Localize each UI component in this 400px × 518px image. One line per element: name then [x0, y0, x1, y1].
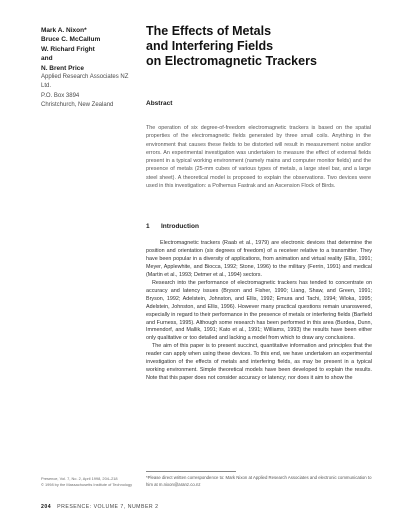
- footnote-divider: [146, 471, 236, 472]
- author-block: [41, 26, 139, 111]
- footnote: *Please direct written correspondence to: Mark Nixon at Applied Research Associates and electronic communication to him at m.nixon@aranz.co.nz: [146, 475, 372, 487]
- body-paragraph: The aim of this paper is to present succinct, quantitative information and principles that the reader can apply when using these devices. To this end, we have undertaken an experimental investigation of the effects of metals and interfering fields, as may be present in a typical working environment. Simple theoretical models have been developed to explain the results. Note that this paper does not consider accuracy or latency; nor does it aim to show the: [146, 343, 372, 382]
- affiliation-line: P.O. Box 3894: [41, 92, 80, 99]
- title-line: on Electromagnetic Trackers: [146, 54, 317, 68]
- title-line: The Effects of Metals: [146, 24, 272, 38]
- abstract-text: The operation of six degree-of-freedom electromagnetic trackers is based on the spatial properties of the electromagnetic fields generated by three small coils. Anything in the environment that causes these fields to be distorted will result in measurement noise and/or errors. An experimental investigation was undertaken to measure the effect of external fields present in a typical working environment (namely mains and computer monitor fields) and the presence of metals (25-mm cubes of various types of metals, a large steel bar, and a large steel sheet). A theoretical model is proposed to explain the observations. Two devices were used in this investigation: a Polhemus Fastrak and an Ascension Flock of Birds.: [146, 125, 371, 190]
- introduction-heading: [146, 223, 199, 230]
- author-name: Mark A. Nixon*: [41, 27, 87, 34]
- section-title: Introduction: [161, 223, 199, 230]
- author-conjunction: and: [41, 55, 53, 63]
- affiliation-line: Ltd.: [41, 83, 52, 90]
- title-line: and Interfering Fields: [146, 39, 274, 53]
- citation-line: Presence, Vol. 7, No. 2, April 1998, 204–218: [41, 476, 118, 481]
- page-number: 204: [41, 504, 52, 510]
- page-footer: [41, 504, 159, 510]
- copyright-line: © 1998 by the Massachusetts Institute of Technology: [41, 482, 133, 488]
- author-name: W. Richard Fright: [41, 45, 95, 53]
- citation-block: [41, 476, 141, 488]
- introduction-body: [146, 240, 372, 383]
- journal-running-head: PRESENCE: VOLUME 7, NUMBER 2: [57, 504, 159, 510]
- author-name: N. Brent Price: [41, 64, 84, 72]
- section-number: 1: [146, 223, 150, 230]
- body-paragraph: Research into the performance of electromagnetic trackers has tended to concentrate on accuracy and latency issues (Bryson and Fisher, 1990; Liang, Shaw, and Green, 1991; Bryson, 1992; Adelstein, Johnston, and Ellis, 1992; Emura and Tachi, 1994; Wloka, 1995; Adelstein, Johnston, and Ellis, 1996). However many practical questions remain unanswered, especially in regard to their performance in the presence of metals or interfering fields (Barfield and Furness, 1995). Although some research has been performed in this area (Burdea, Dunn, Immendorf, and Mallik, 1991; Kato et al., 1991; Williams, 1993) the results have been either only qualitative or too detailed and lacking a model from which to draw any conclusions.: [146, 279, 372, 342]
- paper-title: [146, 24, 366, 69]
- abstract-heading: Abstract: [146, 100, 173, 107]
- affiliation-line: Christchurch, New Zealand: [41, 102, 114, 109]
- author-name: Bruce C. McCallum: [41, 36, 101, 44]
- body-paragraph: Electromagnetic trackers (Raab et al., 1979) are electronic devices that determine the position and orientation (six degrees of freedom) of a receiver relative to a transmitter. They have been popular in a diversity of applications, from animation and virtual reality (Ellis, 1991; Meyer, Applewhite, and Biocca, 1992; Stone, 1996) to the military (Ferrin, 1991) and medical (Martin et al., 1993; Detmer et al., 1994) sectors.: [146, 240, 372, 278]
- affiliation-line: Applied Research Associates NZ: [41, 74, 129, 81]
